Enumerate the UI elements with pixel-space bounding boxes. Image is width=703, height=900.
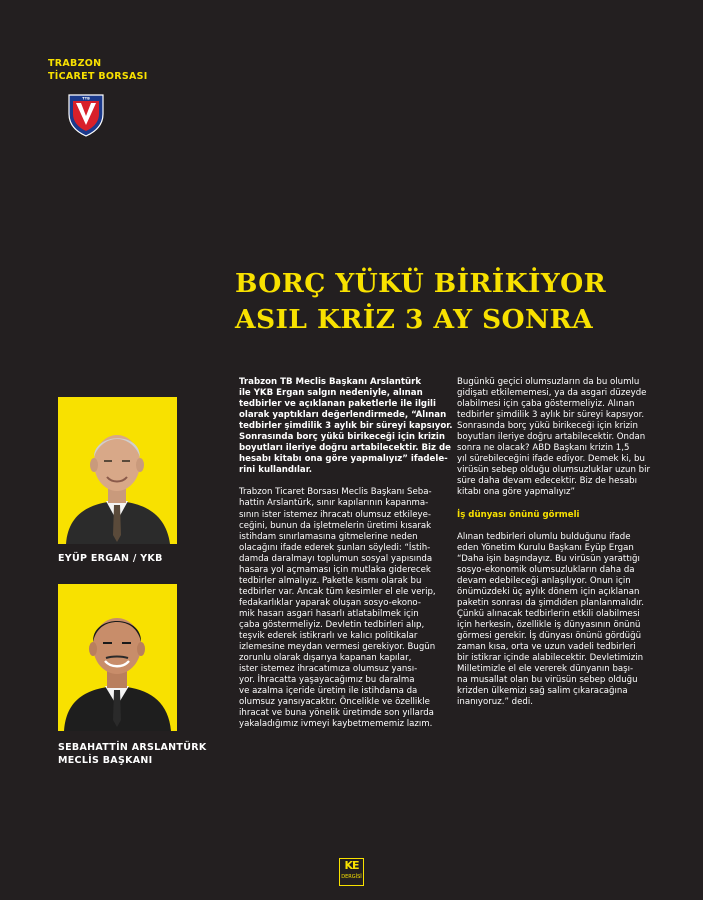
- body-line: tedbirler var. Ancak tüm kesimler el ele verip,: [239, 586, 436, 597]
- body-line: mik hasarı asgari hasarlı atlatabilmek için: [239, 608, 419, 619]
- body-line: inanıyoruz.” dedi.: [457, 697, 534, 708]
- body-line: damda daralmayı toplumun sosyal yapısında: [239, 553, 433, 564]
- body-line: için herkesin, özellikle iş dünyasının önünü: [457, 619, 641, 630]
- body-line: virüsün sebep olduğu olumsuzluklar uzun bir: [457, 465, 651, 476]
- magazine-logo-sub: DERGİSİ: [341, 874, 362, 880]
- lead-line: rini kullandılar.: [239, 465, 312, 476]
- body-line: istihdam sınırlamasına gitmelerine neden: [239, 531, 418, 542]
- body-line: devam edebileceği anlaşılıyor. Onun için: [457, 575, 631, 586]
- body-line: sonra ne olacak? ABD Başkanı krizin 1,5: [457, 443, 630, 454]
- body-line: olacağını ifade ederek şunları söyledi: “İstih-: [239, 542, 431, 553]
- body-line: bir istikrar içinde alabilecektir. Devletimizin: [457, 653, 644, 664]
- lead-line: boyutları ileriye doğru artabilecektir. Biz de: [239, 443, 451, 454]
- body-line: ister istemez ihracatımıza olumsuz yansı-: [239, 664, 418, 675]
- sebahattin-arslanturk-photo: [58, 584, 177, 731]
- body-line: Milletimizle el ele vererek dünyanın başı-: [457, 664, 634, 675]
- body-line: ceğini, bunun da işletmelerin üretimi kısarak: [239, 520, 432, 531]
- article-title-line2: ASIL KRİZ 3 AY SONRA: [235, 304, 594, 335]
- body-line: eden Yönetim Kurulu Başkanı Eyüp Ergan: [457, 542, 634, 553]
- logo-badge-text: TTB: [82, 96, 90, 101]
- body-line: “Daha işin başındayız. Bu virüsün yarattığı: [457, 553, 640, 564]
- body-line: kitabı ona göre yapmalıyız”: [457, 487, 576, 498]
- body-line: Sonrasında borç yükü birikeceği için krizin: [457, 421, 638, 432]
- lead-line: hesabı kitabı ona göre yapmalıyız” ifadele-: [239, 454, 448, 465]
- body-line: ve azalma içeride üretim ile istihdama da: [239, 686, 418, 697]
- body-line: paketin sonrası da şimdiden planlanmalıdır.: [457, 597, 645, 608]
- magazine-logo: [339, 858, 364, 886]
- left-text-column: [239, 377, 451, 741]
- body-line: izlemesine meydan vermesi gerekiyor. Bugün: [239, 642, 436, 653]
- body-line: fedakarlıklar yaparak oluşan sosyo-ekono-: [239, 597, 421, 608]
- right-body-paragraph-1: [457, 377, 669, 499]
- body-line: Çünkü alınacak tedbirlerin etkili olabilmesi: [457, 608, 640, 619]
- body-line: olumsuz yansıyacaktır. Öncelikle ve özellikle: [239, 697, 430, 708]
- body-line: krizden ülkemizi sağ salim çıkaracağına: [457, 686, 628, 697]
- body-line: gidişatı etkilememesi, ya da asgari düzeyde: [457, 388, 647, 399]
- body-line: teşvik ederek istikrarlı ve kalıcı politikalar: [239, 631, 418, 642]
- body-line: sının ister istemez ihracatı olumsuz etkileye-: [239, 509, 431, 520]
- body-line: hasara yol açmaması için mutlaka giderecek: [239, 564, 431, 575]
- body-line: hattin Arslantürk, sınır kapılarının kapanma-: [239, 498, 429, 509]
- body-line: süre daha devam edecektir. Biz de hesabı: [457, 476, 637, 487]
- body-line: yıl sürebileceğini ifade ediyor. Demek ki, bu: [457, 454, 645, 465]
- body-line: Bugünkü geçici olumsuzların da bu olumlu: [457, 377, 640, 387]
- body-line: Trabzon Ticaret Borsası Meclis Başkanı Seba-: [239, 487, 432, 498]
- left-body-paragraph: [239, 487, 451, 730]
- article-title: [235, 266, 675, 338]
- body-line: sosyo-ekonomik olumsuzlukların daha da: [457, 564, 635, 575]
- magazine-logo-mark: KE: [344, 859, 359, 872]
- body-line: zaman kısa, orta ve uzun vadeli tedbirleri: [457, 642, 636, 653]
- lead-line: Sonrasında borç yükü birikeceği için krizin: [239, 432, 445, 443]
- body-line: görmesi gerekir. İş dünyası önünü gördüğü: [457, 630, 642, 641]
- lead-line: tedbirler ve açıklanan paketlerle ile ilgili: [239, 399, 436, 410]
- body-line: Alınan tedbirleri olumlu bulduğunu ifade: [457, 531, 631, 542]
- lead-paragraph: [239, 377, 451, 476]
- publisher-label-line2: TİCARET BORSASI: [48, 71, 148, 82]
- lead-line: olarak yaptıkları değerlendirmede, “Alınan: [239, 410, 447, 421]
- body-line: zorunlu olarak dışarıya kapanan kapılar,: [239, 653, 412, 664]
- body-line: önümüzdeki üç aylık dönem için açıklanan: [457, 586, 640, 597]
- body-line: çaba göstermeliyiz. Devletin tedbirleri alıp,: [239, 619, 425, 630]
- caption-title: MECLİS BAŞKANI: [58, 755, 153, 766]
- body-line: yor. İhracatta yaşayacağımız bu daralma: [239, 675, 415, 686]
- body-line: na musallat olan bu virüsün sebep olduğu: [457, 675, 638, 686]
- caption-name: SEBAHATTİN ARSLANTÜRK: [58, 742, 207, 753]
- body-line: tedbirler almalıyız. Paketle kısmı olarak bu: [239, 575, 422, 586]
- lead-line: tedbirler şimdilik 3 aylık bir süreyi kapsıyor.: [239, 421, 453, 432]
- lead-line: ile YKB Ergan salgın nedeniyle, alınan: [239, 388, 423, 399]
- body-line: yakaladığımız ivmeyi kaybetmememiz lazım.: [239, 719, 433, 730]
- publisher-label: [48, 57, 208, 83]
- lead-line: Trabzon TB Meclis Başkanı Arslantürk: [239, 377, 422, 387]
- right-body-paragraph-2: [457, 532, 669, 709]
- sebahattin-arslanturk-caption: [58, 741, 228, 767]
- eyup-ergan-caption: EYÜP ERGAN / YKB: [58, 553, 163, 564]
- trabzon-ticaret-borsasi-logo: [66, 92, 106, 138]
- body-line: tedbirler şimdilik 3 aylık bir süreyi kapsıyor.: [457, 410, 645, 421]
- article-title-line1: BORÇ YÜKÜ BİRİKİYOR: [235, 268, 607, 299]
- publisher-label-line1: TRABZON: [48, 58, 102, 69]
- body-line: olabilmesi için çaba göstermeliyiz. Alınan: [457, 399, 635, 410]
- eyup-ergan-photo: [58, 397, 177, 544]
- subheading: İş dünyası önünü görmeli: [457, 509, 580, 520]
- body-line: ihracat ve buna yönelik üretimde son yıllarda: [239, 708, 434, 719]
- body-line: boyutları ileriye doğru artabilecektir. Ondan: [457, 432, 646, 443]
- right-text-column: [457, 377, 669, 719]
